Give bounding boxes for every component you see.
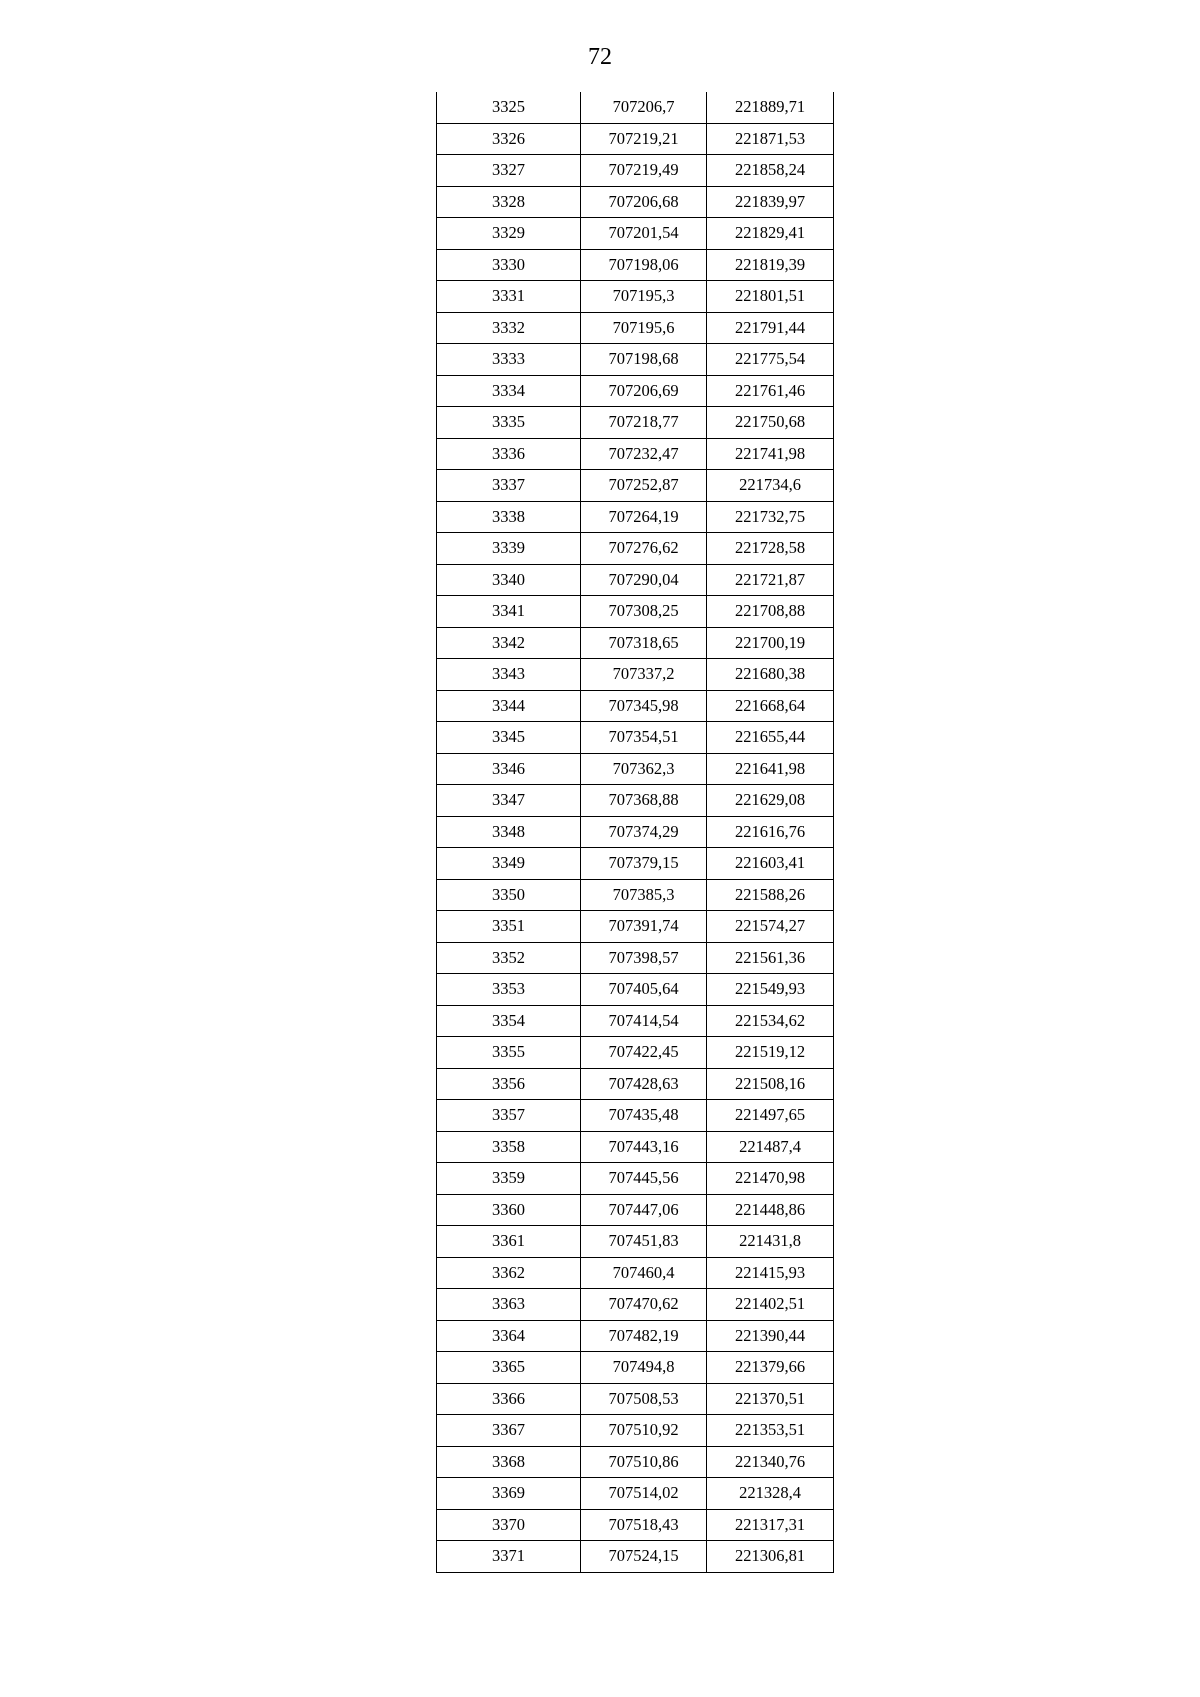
table-row: [437, 155, 834, 187]
table-row: [437, 1509, 834, 1541]
y-coordinate-cell: 221402,51: [707, 1289, 834, 1321]
table-row: [437, 92, 834, 123]
point-number-cell: 3354: [437, 1005, 581, 1037]
y-coordinate-cell: 221750,68: [707, 407, 834, 439]
x-coordinate-cell: 707514,02: [581, 1478, 707, 1510]
x-coordinate-cell: 707510,92: [581, 1415, 707, 1447]
x-coordinate-cell: 707428,63: [581, 1068, 707, 1100]
point-number-cell: 3345: [437, 722, 581, 754]
point-number-cell: 3356: [437, 1068, 581, 1100]
y-coordinate-cell: 221328,4: [707, 1478, 834, 1510]
point-number-cell: 3350: [437, 879, 581, 911]
y-coordinate-cell: 221519,12: [707, 1037, 834, 1069]
y-coordinate-cell: 221487,4: [707, 1131, 834, 1163]
y-coordinate-cell: 221317,31: [707, 1509, 834, 1541]
table-row: [437, 785, 834, 817]
x-coordinate-cell: 707337,2: [581, 659, 707, 691]
point-number-cell: 3326: [437, 123, 581, 155]
y-coordinate-cell: 221641,98: [707, 753, 834, 785]
x-coordinate-cell: 707374,29: [581, 816, 707, 848]
y-coordinate-cell: 221448,86: [707, 1194, 834, 1226]
x-coordinate-cell: 707206,69: [581, 375, 707, 407]
point-number-cell: 3368: [437, 1446, 581, 1478]
point-number-cell: 3346: [437, 753, 581, 785]
point-number-cell: 3362: [437, 1257, 581, 1289]
point-number-cell: 3347: [437, 785, 581, 817]
point-number-cell: 3369: [437, 1478, 581, 1510]
y-coordinate-cell: 221871,53: [707, 123, 834, 155]
point-number-cell: 3353: [437, 974, 581, 1006]
table-row: [437, 438, 834, 470]
y-coordinate-cell: 221549,93: [707, 974, 834, 1006]
point-number-cell: 3336: [437, 438, 581, 470]
point-number-cell: 3332: [437, 312, 581, 344]
table-row: [437, 470, 834, 502]
point-number-cell: 3337: [437, 470, 581, 502]
y-coordinate-cell: 221819,39: [707, 249, 834, 281]
x-coordinate-cell: 707422,45: [581, 1037, 707, 1069]
x-coordinate-cell: 707435,48: [581, 1100, 707, 1132]
point-number-cell: 3359: [437, 1163, 581, 1195]
point-number-cell: 3331: [437, 281, 581, 313]
x-coordinate-cell: 707219,21: [581, 123, 707, 155]
x-coordinate-cell: 707362,3: [581, 753, 707, 785]
table-row: [437, 848, 834, 880]
y-coordinate-cell: 221353,51: [707, 1415, 834, 1447]
x-coordinate-cell: 707318,65: [581, 627, 707, 659]
table-row: [437, 879, 834, 911]
table-row: [437, 281, 834, 313]
table-row: [437, 312, 834, 344]
table-row: [437, 1478, 834, 1510]
y-coordinate-cell: 221508,16: [707, 1068, 834, 1100]
point-number-cell: 3351: [437, 911, 581, 943]
point-number-cell: 3333: [437, 344, 581, 376]
y-coordinate-cell: 221732,75: [707, 501, 834, 533]
y-coordinate-cell: 221603,41: [707, 848, 834, 880]
table-row: [437, 186, 834, 218]
table-row: [437, 911, 834, 943]
point-number-cell: 3367: [437, 1415, 581, 1447]
coordinates-table: [436, 92, 834, 1573]
table-row: [437, 1257, 834, 1289]
point-number-cell: 3342: [437, 627, 581, 659]
y-coordinate-cell: 221741,98: [707, 438, 834, 470]
y-coordinate-cell: 221370,51: [707, 1383, 834, 1415]
y-coordinate-cell: 221680,38: [707, 659, 834, 691]
x-coordinate-cell: 707201,54: [581, 218, 707, 250]
x-coordinate-cell: 707414,54: [581, 1005, 707, 1037]
x-coordinate-cell: 707443,16: [581, 1131, 707, 1163]
point-number-cell: 3371: [437, 1541, 581, 1573]
point-number-cell: 3361: [437, 1226, 581, 1258]
y-coordinate-cell: 221700,19: [707, 627, 834, 659]
table-row: [437, 1194, 834, 1226]
point-number-cell: 3327: [437, 155, 581, 187]
y-coordinate-cell: 221497,65: [707, 1100, 834, 1132]
y-coordinate-cell: 221390,44: [707, 1320, 834, 1352]
x-coordinate-cell: 707290,04: [581, 564, 707, 596]
x-coordinate-cell: 707345,98: [581, 690, 707, 722]
table-row: [437, 1415, 834, 1447]
x-coordinate-cell: 707206,68: [581, 186, 707, 218]
table-row: [437, 1226, 834, 1258]
y-coordinate-cell: 221431,8: [707, 1226, 834, 1258]
table-row: [437, 1446, 834, 1478]
y-coordinate-cell: 221470,98: [707, 1163, 834, 1195]
table-row: [437, 659, 834, 691]
x-coordinate-cell: 707398,57: [581, 942, 707, 974]
x-coordinate-cell: 707379,15: [581, 848, 707, 880]
table-row: [437, 627, 834, 659]
point-number-cell: 3334: [437, 375, 581, 407]
y-coordinate-cell: 221791,44: [707, 312, 834, 344]
y-coordinate-cell: 221858,24: [707, 155, 834, 187]
table-row: [437, 1320, 834, 1352]
table-row: [437, 1289, 834, 1321]
point-number-cell: 3365: [437, 1352, 581, 1384]
y-coordinate-cell: 221534,62: [707, 1005, 834, 1037]
table-row: [437, 249, 834, 281]
point-number-cell: 3338: [437, 501, 581, 533]
y-coordinate-cell: 221728,58: [707, 533, 834, 565]
table-row: [437, 533, 834, 565]
point-number-cell: 3341: [437, 596, 581, 628]
table-row: [437, 816, 834, 848]
table-row: [437, 974, 834, 1006]
x-coordinate-cell: 707368,88: [581, 785, 707, 817]
table-row: [437, 1037, 834, 1069]
x-coordinate-cell: 707460,4: [581, 1257, 707, 1289]
point-number-cell: 3330: [437, 249, 581, 281]
table-row: [437, 501, 834, 533]
y-coordinate-cell: 221629,08: [707, 785, 834, 817]
point-number-cell: 3348: [437, 816, 581, 848]
x-coordinate-cell: 707232,47: [581, 438, 707, 470]
y-coordinate-cell: 221588,26: [707, 879, 834, 911]
table-row: [437, 596, 834, 628]
y-coordinate-cell: 221415,93: [707, 1257, 834, 1289]
y-coordinate-cell: 221306,81: [707, 1541, 834, 1573]
y-coordinate-cell: 221561,36: [707, 942, 834, 974]
point-number-cell: 3360: [437, 1194, 581, 1226]
x-coordinate-cell: 707470,62: [581, 1289, 707, 1321]
y-coordinate-cell: 221708,88: [707, 596, 834, 628]
x-coordinate-cell: 707219,49: [581, 155, 707, 187]
point-number-cell: 3325: [437, 92, 581, 123]
table-row: [437, 407, 834, 439]
y-coordinate-cell: 221761,46: [707, 375, 834, 407]
table-row: [437, 1352, 834, 1384]
x-coordinate-cell: 707195,6: [581, 312, 707, 344]
x-coordinate-cell: 707391,74: [581, 911, 707, 943]
y-coordinate-cell: 221655,44: [707, 722, 834, 754]
x-coordinate-cell: 707518,43: [581, 1509, 707, 1541]
table-row: [437, 1068, 834, 1100]
x-coordinate-cell: 707482,19: [581, 1320, 707, 1352]
table-row: [437, 123, 834, 155]
x-coordinate-cell: 707385,3: [581, 879, 707, 911]
y-coordinate-cell: 221889,71: [707, 92, 834, 123]
x-coordinate-cell: 707276,62: [581, 533, 707, 565]
x-coordinate-cell: 707198,68: [581, 344, 707, 376]
point-number-cell: 3366: [437, 1383, 581, 1415]
table-row: [437, 1100, 834, 1132]
point-number-cell: 3339: [437, 533, 581, 565]
x-coordinate-cell: 707264,19: [581, 501, 707, 533]
x-coordinate-cell: 707195,3: [581, 281, 707, 313]
x-coordinate-cell: 707451,83: [581, 1226, 707, 1258]
point-number-cell: 3344: [437, 690, 581, 722]
x-coordinate-cell: 707308,25: [581, 596, 707, 628]
x-coordinate-cell: 707447,06: [581, 1194, 707, 1226]
page-number: 72: [588, 44, 612, 70]
point-number-cell: 3328: [437, 186, 581, 218]
y-coordinate-cell: 221574,27: [707, 911, 834, 943]
point-number-cell: 3363: [437, 1289, 581, 1321]
point-number-cell: 3357: [437, 1100, 581, 1132]
point-number-cell: 3358: [437, 1131, 581, 1163]
table-row: [437, 218, 834, 250]
x-coordinate-cell: 707494,8: [581, 1352, 707, 1384]
point-number-cell: 3364: [437, 1320, 581, 1352]
point-number-cell: 3352: [437, 942, 581, 974]
point-number-cell: 3370: [437, 1509, 581, 1541]
table-row: [437, 1383, 834, 1415]
point-number-cell: 3340: [437, 564, 581, 596]
y-coordinate-cell: 221668,64: [707, 690, 834, 722]
x-coordinate-cell: 707198,06: [581, 249, 707, 281]
point-number-cell: 3343: [437, 659, 581, 691]
point-number-cell: 3349: [437, 848, 581, 880]
y-coordinate-cell: 221721,87: [707, 564, 834, 596]
x-coordinate-cell: 707354,51: [581, 722, 707, 754]
y-coordinate-cell: 221775,54: [707, 344, 834, 376]
x-coordinate-cell: 707206,7: [581, 92, 707, 123]
y-coordinate-cell: 221379,66: [707, 1352, 834, 1384]
table-row: [437, 690, 834, 722]
table-row: [437, 344, 834, 376]
table-row: [437, 1131, 834, 1163]
coordinates-table-body: [437, 92, 834, 1572]
x-coordinate-cell: 707510,86: [581, 1446, 707, 1478]
table-row: [437, 564, 834, 596]
x-coordinate-cell: 707524,15: [581, 1541, 707, 1573]
x-coordinate-cell: 707405,64: [581, 974, 707, 1006]
y-coordinate-cell: 221616,76: [707, 816, 834, 848]
point-number-cell: 3335: [437, 407, 581, 439]
y-coordinate-cell: 221839,97: [707, 186, 834, 218]
table-row: [437, 942, 834, 974]
point-number-cell: 3355: [437, 1037, 581, 1069]
table-row: [437, 1005, 834, 1037]
table-row: [437, 1163, 834, 1195]
x-coordinate-cell: 707445,56: [581, 1163, 707, 1195]
table-row: [437, 1541, 834, 1573]
table-row: [437, 753, 834, 785]
x-coordinate-cell: 707218,77: [581, 407, 707, 439]
x-coordinate-cell: 707508,53: [581, 1383, 707, 1415]
y-coordinate-cell: 221801,51: [707, 281, 834, 313]
x-coordinate-cell: 707252,87: [581, 470, 707, 502]
y-coordinate-cell: 221829,41: [707, 218, 834, 250]
point-number-cell: 3329: [437, 218, 581, 250]
table-row: [437, 375, 834, 407]
y-coordinate-cell: 221734,6: [707, 470, 834, 502]
y-coordinate-cell: 221340,76: [707, 1446, 834, 1478]
table-row: [437, 722, 834, 754]
